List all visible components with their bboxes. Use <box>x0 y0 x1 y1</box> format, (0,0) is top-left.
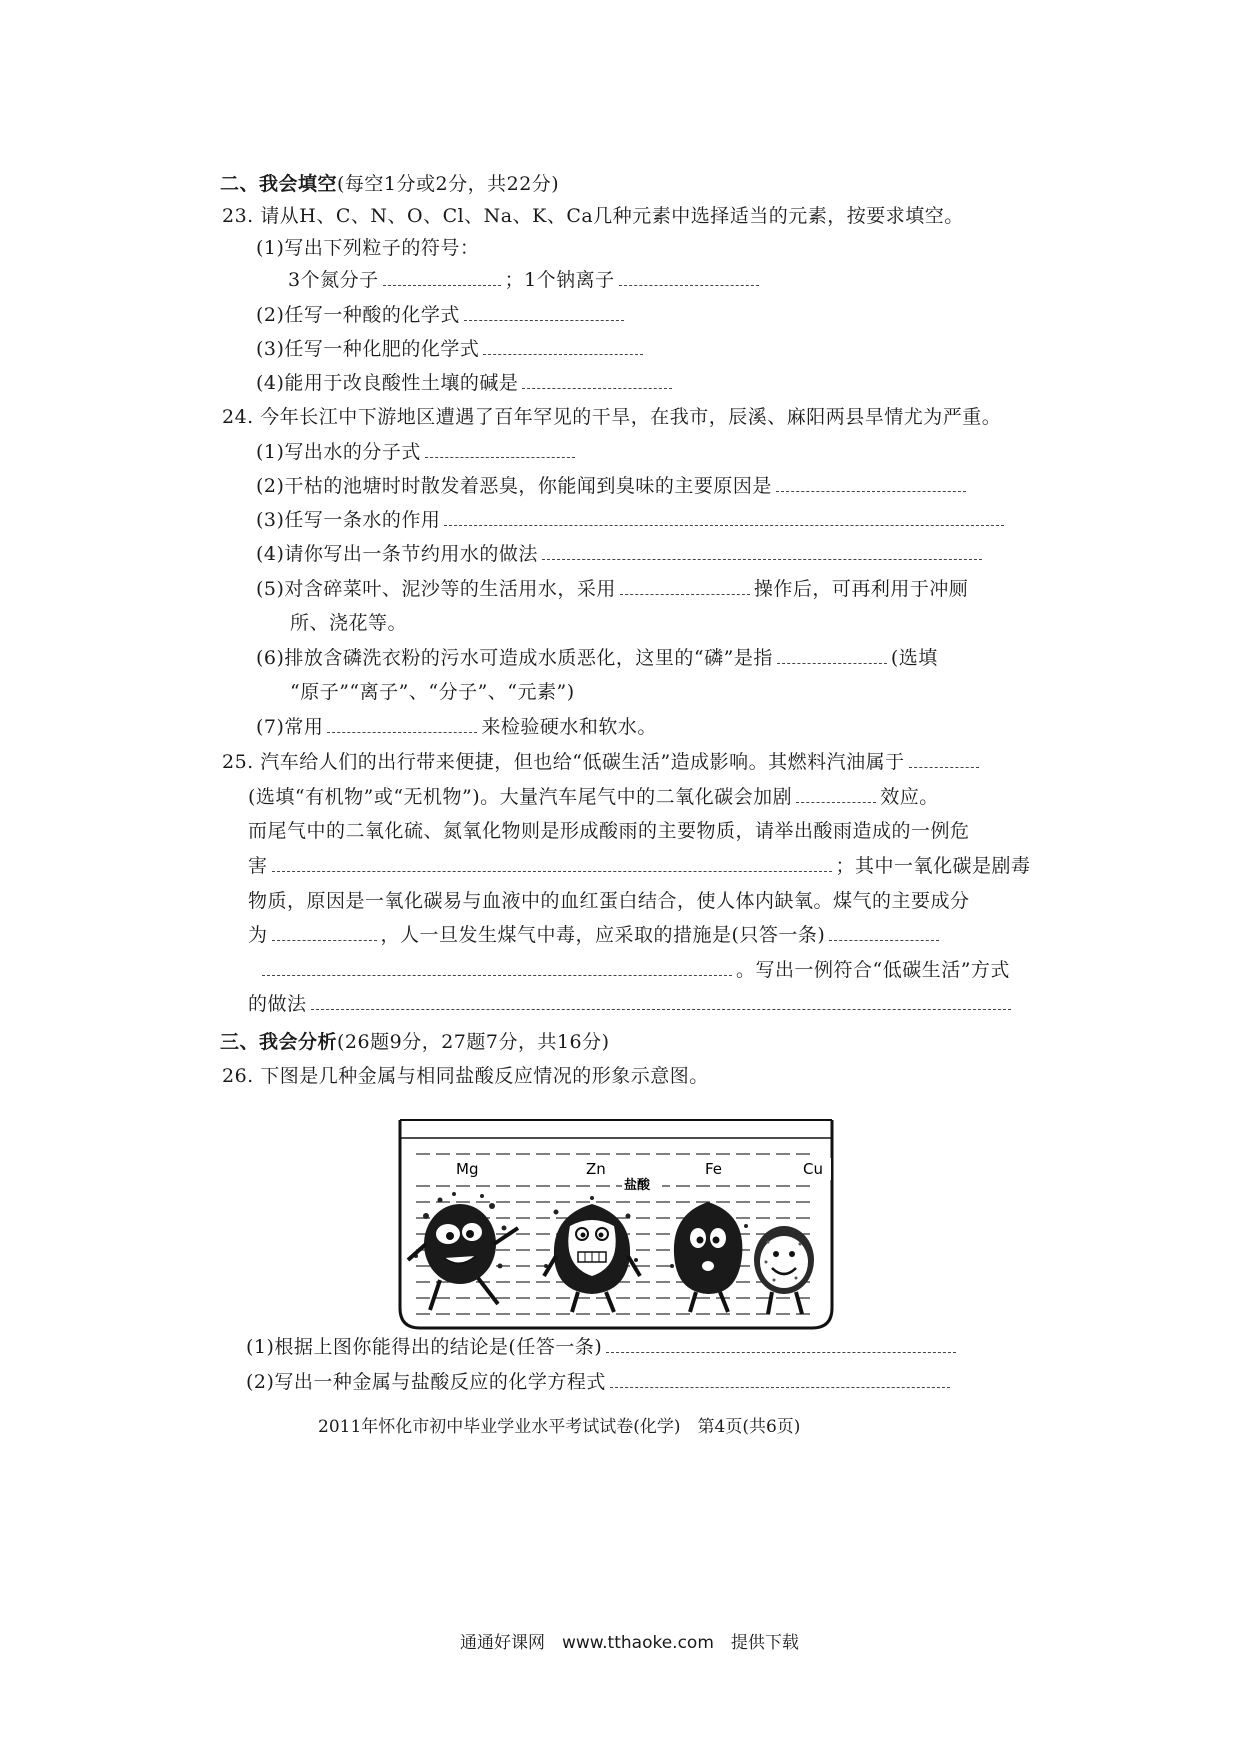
answer-blank[interactable] <box>620 580 750 595</box>
section2-title: 二、我会填空 <box>220 173 338 195</box>
metal-label-cu: Cu <box>803 1160 823 1178</box>
q25-line6b: ，人一旦发生煤气中毒，应采取的措施是(只答一条) <box>380 924 826 946</box>
q23-part4: (4)能用于改良酸性土壤的碱是 <box>256 372 519 394</box>
metal-acid-figure <box>396 1116 836 1332</box>
q25-line1: 25. 汽车给人们的出行带来便捷，但也给“低碳生活”造成影响。其燃料汽油属于 <box>222 751 905 773</box>
mg-character <box>408 1192 518 1310</box>
q24-stem: 24. 今年长江中下游地区遭遇了百年罕见的干旱，在我市，辰溪、麻阳两县旱情尤为严重。 <box>222 406 1002 428</box>
q25-line4-wrap <box>248 854 1031 878</box>
q25-line6a: 为 <box>248 924 268 946</box>
q26-part2-line <box>246 1370 954 1394</box>
q24-part5b: 操作后，可再利用于冲厕 <box>753 578 969 600</box>
page-footer: 2011年怀化市初中毕业学业水平考试试卷(化学) 第4页(共6页) <box>318 1417 801 1437</box>
q23-stem: 23. 请从H、C、N、O、Cl、Na、K、Ca几种元素中选择适当的元素，按要求填空。 <box>222 205 964 227</box>
section2-heading <box>220 172 559 196</box>
answer-blank[interactable] <box>610 1373 950 1388</box>
q23-part1: (1)写出下列粒子的符号： <box>256 237 480 259</box>
answer-blank[interactable] <box>606 1338 956 1353</box>
section3-note: (26题9分，27题7分，共16分) <box>337 1031 610 1053</box>
q24-part5-line <box>256 577 968 601</box>
q23-part2: (2)任写一种酸的化学式 <box>256 304 460 326</box>
q25-line7-wrap <box>258 958 1010 982</box>
answer-blank[interactable] <box>425 443 575 458</box>
q25-line7: 。写出一例符合“低碳生活”方式 <box>736 959 1010 981</box>
section3-heading <box>220 1030 610 1054</box>
q24-part6-line <box>256 646 938 670</box>
q25-line5: 物质，原因是一氧化碳易与血液中的血红蛋白结合，使人体内缺氧。煤气的主要成分 <box>248 890 970 912</box>
q25-line2b: 效应。 <box>880 786 939 808</box>
q24-part6a: (6)排放含磷洗衣粉的污水可造成水质恶化，这里的“磷”是指 <box>256 647 773 669</box>
q24-part3-line <box>256 508 1008 532</box>
q24-part1-line <box>256 440 579 464</box>
q24-part6b: (选填 <box>890 647 938 669</box>
q25-line3: 而尾气中的二氧化硫、氮氧化物则是形成酸雨的主要物质，请举出酸雨造成的一例危 <box>248 820 970 842</box>
answer-blank[interactable] <box>522 374 672 389</box>
q25-line4a: 害 <box>248 855 268 877</box>
q24-part1: (1)写出水的分子式 <box>256 441 421 463</box>
answer-blank[interactable] <box>796 788 876 803</box>
q26-stem: 26. 下图是几种金属与相同盐酸反应情况的形象示意图。 <box>222 1065 709 1087</box>
answer-blank[interactable] <box>483 340 643 355</box>
q25-line8: 的做法 <box>248 993 307 1015</box>
q23-part1-line <box>288 268 763 292</box>
answer-blank[interactable] <box>542 545 982 560</box>
q24-part4: (4)请你写出一条节约用水的做法 <box>256 543 538 565</box>
q23-part4-line <box>256 371 676 395</box>
q24-part7a: (7)常用 <box>256 716 324 738</box>
metal-label-mg: Mg <box>456 1160 479 1178</box>
q24-part7b: 来检验硬水和软水。 <box>481 716 657 738</box>
q25-line4b: ；其中一氧化碳是剧毒 <box>835 855 1031 877</box>
section2-note: (每空1分或2分，共22分) <box>337 173 560 195</box>
q24-part2: (2)干枯的池塘时时散发着恶臭，你能闻到臭味的主要原因是 <box>256 475 772 497</box>
q25-line6-wrap <box>248 923 943 947</box>
q24-part3: (3)任写一条水的作用 <box>256 509 441 531</box>
q26-part1-line <box>246 1335 960 1359</box>
q24-part4-line <box>256 542 986 566</box>
answer-blank[interactable] <box>262 961 732 976</box>
answer-blank[interactable] <box>311 995 1011 1010</box>
q24-part6c: “原子”“离子”、“分子”、“元素”) <box>290 681 575 703</box>
answer-blank[interactable] <box>776 477 966 492</box>
q26-part2: (2)写出一种金属与盐酸反应的化学方程式 <box>246 1371 606 1393</box>
answer-blank[interactable] <box>909 753 979 768</box>
q24-part2-line <box>256 474 970 498</box>
q23-part2-line <box>256 303 628 327</box>
metal-label-zn: Zn <box>586 1160 606 1178</box>
answer-blank[interactable] <box>464 306 624 321</box>
q24-part5a: (5)对含碎菜叶、泥沙等的生活用水，采用 <box>256 578 616 600</box>
q23-part1a: 3个氮分子 <box>288 269 379 291</box>
cu-character <box>754 1226 814 1314</box>
q25-line2-wrap <box>248 785 939 809</box>
answer-blank[interactable] <box>272 857 832 872</box>
zn-character <box>544 1196 640 1312</box>
q24-part5c: 所、浇花等。 <box>290 612 408 634</box>
q23-part1b: ；1个钠离子 <box>504 269 615 291</box>
answer-blank[interactable] <box>444 511 1004 526</box>
section3-title: 三、我会分析 <box>220 1031 338 1053</box>
q23-part3-line <box>256 337 647 361</box>
q25-line8-wrap <box>248 992 1015 1016</box>
q23-part3: (3)任写一种化肥的化学式 <box>256 338 480 360</box>
q24-part7-line <box>256 715 657 739</box>
answer-blank[interactable] <box>327 718 477 733</box>
acid-label: 盐酸 <box>624 1178 651 1193</box>
source-watermark: 通通好课网 www.tthaoke.com 提供下载 <box>460 1633 799 1653</box>
answer-blank[interactable] <box>829 926 939 941</box>
answer-blank[interactable] <box>777 649 887 664</box>
answer-blank[interactable] <box>272 926 377 941</box>
q25-line1-wrap <box>222 750 983 774</box>
answer-blank[interactable] <box>383 271 501 286</box>
q26-part1: (1)根据上图你能得出的结论是(任答一条) <box>246 1336 603 1358</box>
answer-blank[interactable] <box>619 271 759 286</box>
q25-line2a: (选填“有机物”或“无机物”)。大量汽车尾气中的二氧化碳会加剧 <box>248 786 793 808</box>
metal-label-fe: Fe <box>705 1160 723 1178</box>
